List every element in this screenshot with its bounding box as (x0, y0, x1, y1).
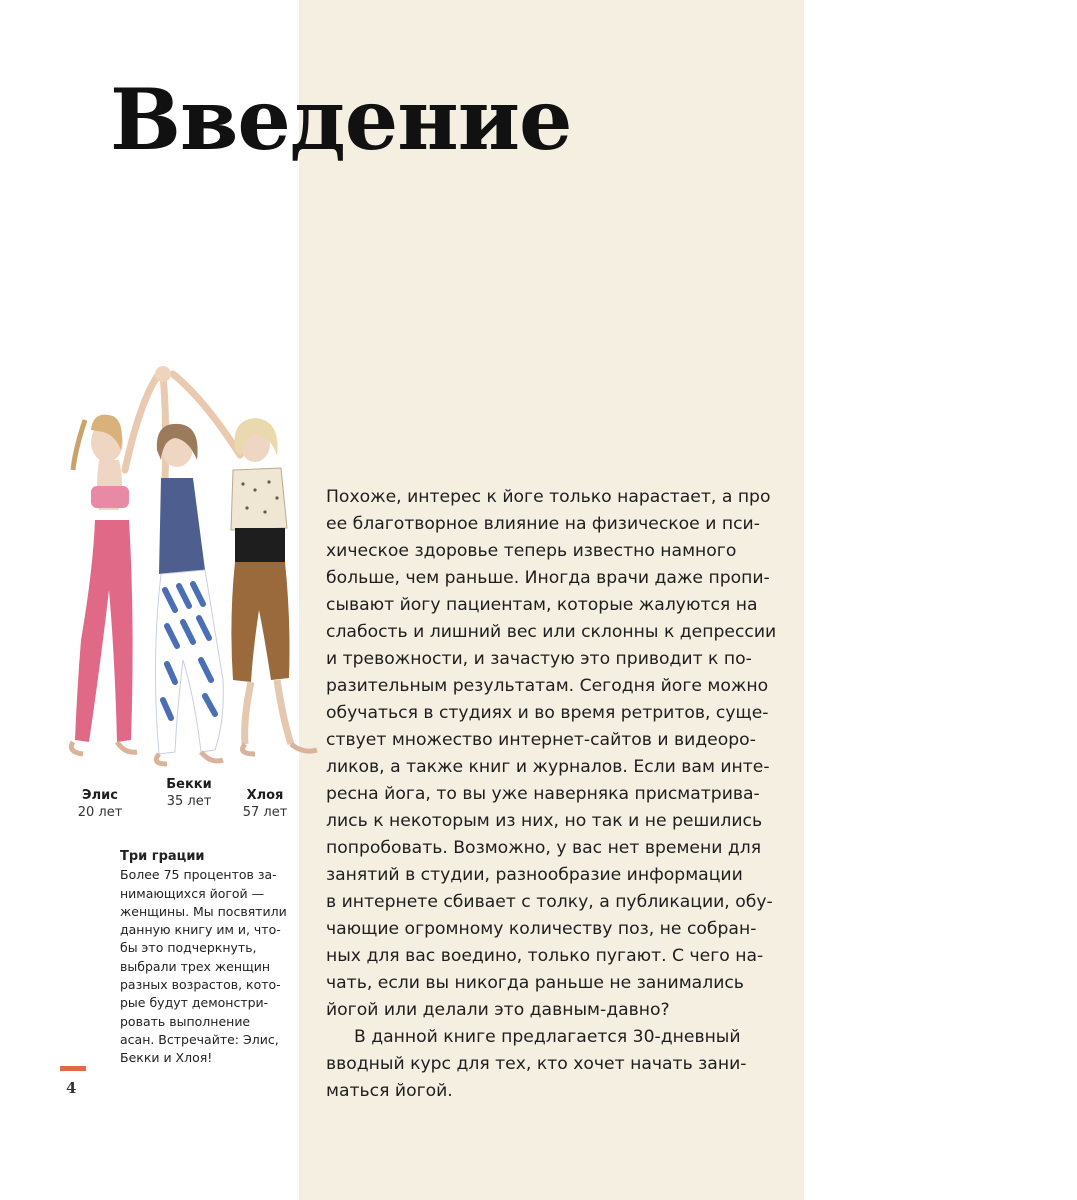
body-line: и тревожности, и зачастую это приводит к по- (326, 649, 752, 669)
body-line: попробовать. Возможно, у вас нет времени для (326, 838, 762, 858)
body-line: йогой или делали это давным-давно? (326, 1000, 670, 1020)
person-name: Хлоя (246, 788, 284, 803)
caption-line: асан. Встречайте: Элис, (120, 1031, 279, 1047)
caption-line: Более 75 процентов за- (120, 867, 277, 883)
page-title: Введение (110, 70, 572, 169)
body-line: разительным результатам. Сегодня йоге можно (326, 676, 769, 696)
caption-line: женщины. Мы посвятили (120, 903, 287, 919)
person-name: Бекки (166, 777, 212, 792)
page-number: 4 (66, 1079, 77, 1097)
body-line: маться йогой. (326, 1081, 453, 1101)
body-line: ресна йога, то вы уже наверняка присматрива- (326, 784, 760, 804)
three-women-illustration (55, 360, 335, 780)
person-age: 35 лет (166, 794, 212, 809)
body-line: В данной книге предлагается 30-дневный (354, 1027, 741, 1047)
body-line: слабость и лишний вес или склонны к депрессии (326, 622, 777, 642)
page-number-mark (60, 1066, 86, 1071)
body-line: занятий в студии, разнообразие информации (326, 865, 743, 885)
caption-title: Три грации (120, 849, 205, 864)
person-name: Элис (82, 788, 118, 803)
body-line: ликов, а также книг и журналов. Если вам инте- (326, 757, 770, 777)
illustration-caption (120, 848, 290, 1068)
body-line: ных для вас воедино, только пугают. С чего на- (326, 946, 764, 966)
body-line: обучаться в студиях и во время ретритов, суще- (326, 703, 769, 723)
caption-line: Бекки и Хлоя! (120, 1050, 213, 1066)
chloe-figure (231, 418, 317, 754)
body-line: чающие огромному количеству поз, не собран- (326, 919, 757, 939)
body-line: вводный курс для тех, кто хочет начать зани- (326, 1054, 747, 1074)
body-line: ее благотворное влияние на физическое и пси- (326, 514, 760, 534)
caption-line: рые будут демонстри- (120, 995, 269, 1011)
caption-line: данную книгу им и, что- (120, 922, 281, 938)
caption-line: бы это подчеркнуть, (120, 940, 257, 956)
body-line: сывают йогу пациентам, которые жалуются на (326, 595, 758, 615)
body-line: Похоже, интерес к йоге только нарастает, а про (326, 487, 771, 507)
caption-line: нимающихся йогой — (120, 885, 265, 901)
body-line: больше, чем раньше. Иногда врачи даже пропи- (326, 568, 770, 588)
body-line: хическое здоровье теперь известно намного (326, 541, 737, 561)
person-label-elis (70, 787, 130, 821)
caption-line: выбрали трех женщин (120, 958, 271, 974)
person-age: 57 лет (242, 805, 288, 820)
body-line: ствует множество интернет-сайтов и видеоро- (326, 730, 756, 750)
person-label-chloe (235, 787, 295, 821)
caption-line: ровать выполнение (120, 1013, 251, 1029)
body-line: чать, если вы никогда раньше не занимались (326, 973, 744, 993)
caption-line: разных возрастов, кото- (120, 977, 281, 993)
body-line: лись к некоторым из них, но так и не решились (326, 811, 763, 831)
body-line: в интернете сбивает с толку, а публикации, обу- (326, 892, 773, 912)
person-label-becky (159, 776, 219, 810)
body-text (326, 484, 786, 1105)
person-age: 20 лет (77, 805, 123, 820)
